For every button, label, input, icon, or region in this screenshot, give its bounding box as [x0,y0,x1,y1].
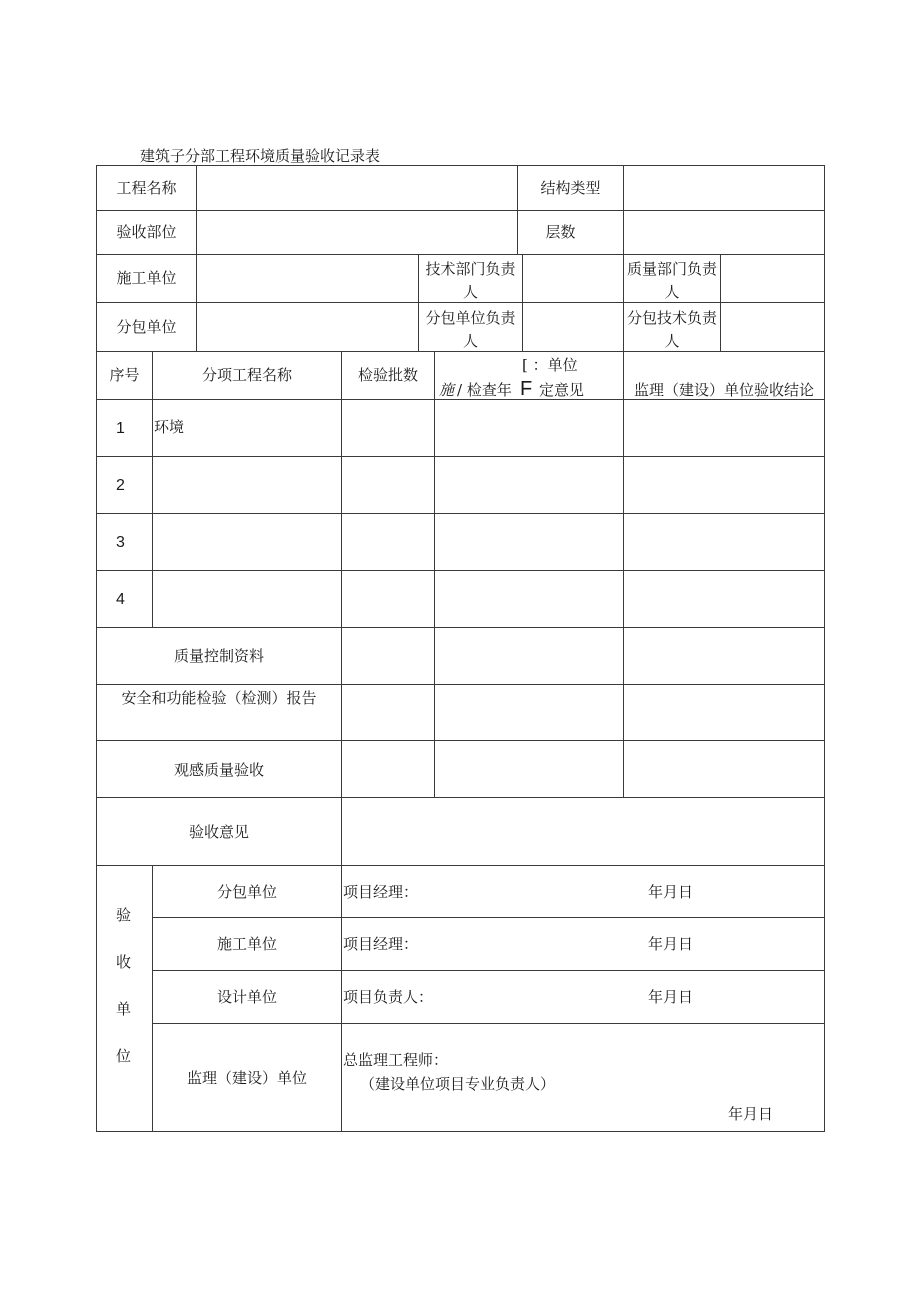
acceptance-unit-label-char: 验 [116,906,132,924]
acceptance-unit-label-char: 收 [116,953,132,971]
col-divider [623,351,624,797]
unit-design: 设计单位 [216,988,277,1006]
signer-label: 项目负责人： [343,988,434,1006]
acceptance-opinion-label: 验收意见 [188,823,249,841]
row-divider [96,210,825,211]
col-check-eval-part2: / 检查年 [457,381,512,399]
col-divider [152,351,153,627]
col-divider [720,254,721,351]
subcontract-tech-head-label-2: 人 [664,332,680,350]
date-label: 年月日 [648,935,694,953]
row-divider [96,513,825,514]
appearance-label: 观感质量验收 [173,761,264,779]
row-divider [96,351,825,352]
row-divider [96,456,825,457]
row-divider [96,865,825,866]
acceptance-part-label: 验收部位 [116,223,177,241]
col-check-eval-stamp: F [520,378,533,400]
row-index: 1 [116,420,125,437]
unit-construction: 施工单位 [216,935,277,953]
floors-label: 层数 [545,223,576,241]
col-batch-count-header: 检验批数 [357,366,418,384]
construction-unit-label: 施工单位 [116,269,177,287]
col-divider [434,351,435,797]
tech-dept-head-label: 技术部门负责 [425,260,516,278]
row-divider [96,302,825,303]
acceptance-unit-label-char: 位 [116,1047,132,1065]
row-divider [96,254,825,255]
quality-dept-head-label: 质量部门负责 [626,260,717,278]
row-index: 3 [116,534,125,551]
col-index-header: 序号 [109,366,140,384]
signer-label: 项目经理： [343,935,419,953]
row-divider [96,684,825,685]
col-item-name-header: 分项工程名称 [201,366,292,384]
col-divider [522,254,523,351]
row-item-name: 环境 [154,418,185,436]
subcontract-unit-label: 分包单位 [116,318,177,336]
col-divider [196,165,197,351]
chief-supervisor-label: 总监理工程师： [343,1051,449,1069]
row-divider [96,627,825,628]
subcontract-tech-head-label: 分包技术负责 [626,309,717,327]
row-index: 2 [116,477,125,494]
col-check-eval-part1: 施 [439,381,455,399]
date-label: 年月日 [648,988,694,1006]
row-divider [96,797,825,798]
table-bottom-border [96,1131,825,1132]
col-check-eval-part4: 定意见 [539,381,585,399]
unit-subcontract: 分包单位 [216,883,277,901]
subcontract-head-label: 分包单位负责 [425,309,516,327]
safety-function-label: 安全和功能检验（检测）报告 [121,689,317,707]
structure-type-label: 结构类型 [540,179,601,197]
subcontract-head-label-2: 人 [462,332,478,350]
row-divider [96,740,825,741]
row-divider [96,570,825,571]
table-right-border [824,165,825,1132]
col-supervisor-conclusion-header: 监理（建设）单位验收结论 [633,381,814,399]
project-name-label: 工程名称 [116,179,177,197]
quality-dept-head-label-2: 人 [664,283,680,301]
quality-control-label: 质量控制资料 [173,647,264,665]
row-divider [152,970,825,971]
form-title: 建筑子分部工程环境质量验收记录表 [140,147,381,165]
row-divider [152,1023,825,1024]
row-index: 4 [116,591,125,608]
col-check-eval-part3: [ ：单位 [522,356,578,374]
owner-project-head-label: （建设单位项目专业负责人） [360,1075,556,1093]
unit-supervisor: 监理（建设）单位 [186,1069,307,1087]
acceptance-unit-label-char: 单 [116,1000,132,1018]
col-divider [341,351,342,1132]
date-label: 年月日 [728,1105,774,1123]
signer-label: 项目经理： [343,883,419,901]
date-label: 年月日 [648,883,694,901]
tech-dept-head-label-2: 人 [462,283,478,301]
table-top-border [96,165,825,166]
row-divider [152,917,825,918]
col-divider [623,165,624,254]
